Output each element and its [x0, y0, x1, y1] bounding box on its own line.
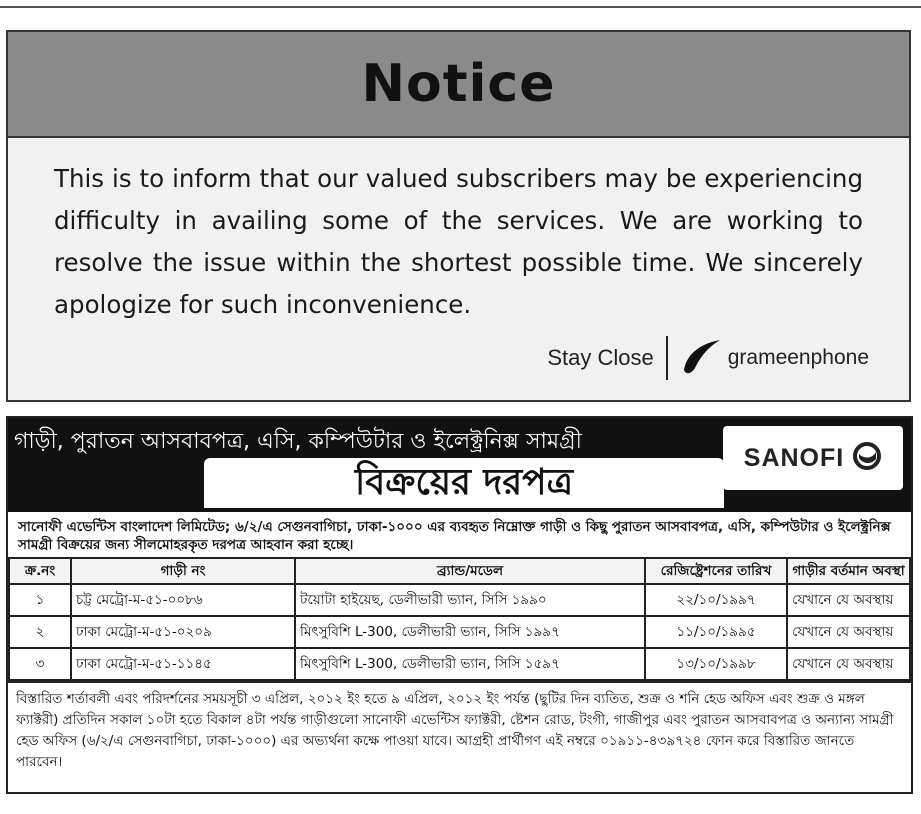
cell-condition: যেখানে যে অবস্থায়: [787, 616, 910, 648]
grameenphone-logo-icon: [680, 336, 724, 380]
table-row: [9, 616, 910, 648]
notice-body: [8, 138, 909, 326]
tender-subtitle: গাড়ী, পুরাতন আসবাবপত্র, এসি, কম্পিউটার ও ইলেক্ট্রনিক্স সামগ্রী: [14, 429, 582, 454]
page-top-rule: [0, 6, 921, 8]
cell-registration-date: ২২/১০/১৯৯৭: [645, 584, 787, 616]
notice-text: This is to inform that our valued subscribers may be experiencing difficulty in availing some of the services. We are working to resolve the issue within the shortest possible time. We sincerely apologize for such inconvenience.: [54, 164, 863, 319]
cell-vehicle-no: চট্ট মেট্রো-ম-৫১-০০৮৬: [71, 584, 295, 616]
col-registration-date: রেজিষ্ট্রেশনের তারিখ: [645, 558, 787, 584]
cell-registration-date: ১৩/১০/১৯৯৮: [645, 648, 787, 680]
grameenphone-notice: [6, 30, 911, 402]
cell-vehicle-no: ঢাকা মেট্রো-ম-৫১-০২০৯: [71, 616, 295, 648]
notice-title: Notice: [361, 54, 556, 114]
sanofi-brand: SANOFI: [743, 443, 845, 472]
sanofi-logo: [723, 426, 903, 490]
tender-title: বিক্রয়ের দরপত্র: [204, 458, 724, 508]
tagline: Stay Close: [547, 345, 654, 370]
table-header-row: [9, 558, 910, 584]
tender-intro: সানোফী এভেন্টিস বাংলাদেশ লিমিটেড; ৬/২/এ সেগুনবাগিচা, ঢাকা-১০০০ এর ব্যবহৃত নিম্নোক্ত গাড়ী ও কিছু পুরাতন আসবাবপত্র, এসি, কম্পিউটার ও ইলেক্ট্রনিক্স সামগ্রী বিক্রয়ের জন্য সীলমোহরকৃত দরপত্র আহবান করা হচ্ছে।: [18, 519, 891, 553]
divider: [666, 336, 668, 380]
table-row: [9, 584, 910, 616]
col-serial: ক্র.নং: [9, 558, 71, 584]
brand-name: grameenphone: [727, 346, 869, 369]
table-row: [9, 648, 910, 680]
sanofi-tender-notice: [6, 416, 913, 794]
tender-details: বিস্তারিত শর্তাবলী এবং পরিদর্শনের সময়সূচী ৩ এপ্রিল, ২০১২ ইং হতে ৯ এপ্রিল, ২০১২ ইং পর্যন্ত (ছুটির দিন ব্যতিত, শুক্র ও শনি হেড অফিস এবং শুক্র ও মঙ্গল ফ্যাক্টরী) প্রতিদিন সকাল ১০টা হতে বিকাল ৪টা পর্যন্ত গাড়ীগুলো সানোফী এভেন্টিস ফ্যাক্টরী, ষ্টেশন রোড, টংগী, গাজীপুর এবং পুরাতন আসবাবপত্র ও অন্যান্য সামগ্রী হেড অফিস (৬/২/এ সেগুনবাগিচা, ঢাকা-১০০০) এর অভ্যর্থনা কক্ষে পাওয়া যাবে। আগ্রহী প্রার্থীগণ এই নম্বরে ০১৯১১-৪৩৯৭২৪ ফোন করে বিস্তারিত জানতে পারবেন।: [8, 681, 911, 779]
cell-condition: যেখানে যে অবস্থায়: [787, 648, 910, 680]
notice-header: [8, 32, 909, 138]
vehicle-table: [8, 557, 911, 681]
cell-brand-model: টয়োটা হাইয়েছ, ডেলীভারী ভ্যান, সিসি ১৯৯০: [295, 584, 645, 616]
tender-banner: [8, 418, 911, 512]
col-condition: গাড়ীর বর্তমান অবস্থা: [787, 558, 910, 584]
cell-vehicle-no: ঢাকা মেট্রো-ম-৫১-১১৪৫: [71, 648, 295, 680]
cell-brand-model: মিৎসুবিশি L-300, ডেলীভারী ভ্যান, সিসি ১৫৯৭: [295, 648, 645, 680]
col-brand-model: ব্র্যান্ড/মডেল: [295, 558, 645, 584]
cell-serial: ২: [9, 616, 71, 648]
sanofi-swirl-icon: [852, 441, 882, 475]
cell-registration-date: ১১/১০/১৯৯৫: [645, 616, 787, 648]
col-vehicle-no: গাড়ী নং: [71, 558, 295, 584]
cell-brand-model: মিৎসুবিশি L-300, ডেলীভারী ভ্যান, সিসি ১৯৯৭: [295, 616, 645, 648]
cell-serial: ৩: [9, 648, 71, 680]
cell-serial: ১: [9, 584, 71, 616]
cell-condition: যেখানে যে অবস্থায়: [787, 584, 910, 616]
notice-signoff: [547, 336, 869, 380]
